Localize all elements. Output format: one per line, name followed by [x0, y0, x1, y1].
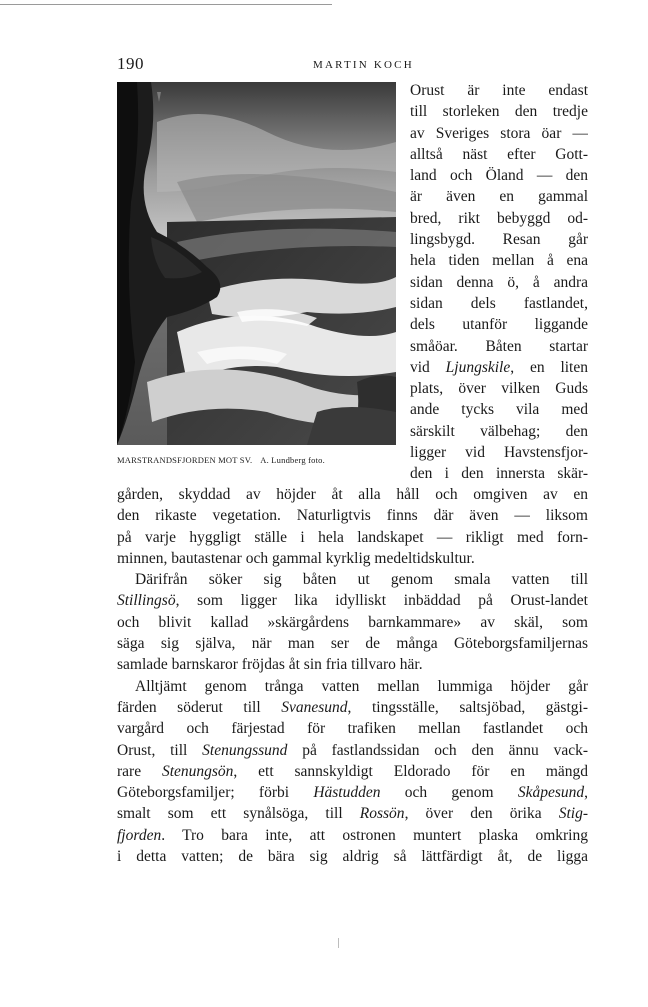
text-run: samlade barnskaror fröjdas åt sin fria tillvaro här.	[117, 656, 423, 674]
text-run: Därifrån söker sig båten ut genom smala vatten till	[135, 571, 588, 589]
text-line	[117, 612, 588, 633]
text-line	[117, 527, 588, 548]
place-name: Svanesund	[281, 698, 348, 716]
text-run: , tingsställe, saltsjöbad, gästgi-	[347, 698, 588, 716]
text-run: Göteborgsfamiljer; förbi	[117, 784, 314, 802]
text-run: smalt som ett synålsöga, till	[117, 805, 360, 823]
place-name: Stenungsön	[161, 762, 234, 780]
page-header	[117, 54, 588, 78]
text-line	[410, 399, 588, 420]
text-line	[410, 336, 588, 357]
text-run: och genom	[380, 784, 518, 802]
text-line	[117, 846, 588, 867]
seascape-illustration	[117, 82, 396, 445]
running-head: MARTIN KOCH	[313, 59, 414, 71]
text-line	[117, 718, 588, 739]
figure-caption	[117, 455, 407, 465]
text-line	[410, 123, 588, 144]
place-name: Skåpesund	[517, 784, 585, 802]
place-name: Stig-	[558, 805, 588, 823]
text-line	[117, 633, 588, 654]
caption-title: MARSTRANDSFJORDEN MOT SV.	[117, 455, 253, 465]
text-line	[410, 314, 588, 335]
photo-credit: A. Lundberg foto.	[260, 455, 325, 465]
text-run: , över den örika	[404, 805, 559, 823]
place-name: Hästudden	[313, 784, 381, 802]
text-run: på fastlandssidan och den ännu vack-	[287, 741, 588, 759]
text-run: vargård och färjestad för trafiken mellan fastlandet och	[117, 720, 588, 738]
text-line	[117, 548, 588, 569]
text-line	[117, 803, 588, 824]
text-line	[117, 782, 588, 803]
text-line	[117, 676, 588, 697]
text-line	[410, 293, 588, 314]
text-line	[410, 421, 588, 442]
text-run: gården, skyddad av höjder åt alla håll och omgiven av en	[117, 486, 588, 503]
text-run: vid	[410, 358, 446, 376]
text-line	[410, 80, 588, 101]
text-run: dels utanför liggande	[410, 316, 588, 334]
text-run: minnen, bautastenar och gammal kyrklig medeltidskultur.	[117, 549, 475, 567]
text-line	[117, 654, 588, 675]
text-run: . Tro bara inte, att ostronen muntert plaska omkring	[161, 826, 588, 844]
text-run: rare	[117, 762, 162, 780]
text-line	[117, 590, 588, 611]
text-run: plats, över vilken Guds	[410, 380, 588, 398]
place-name: Stillingsö	[117, 592, 176, 610]
figure	[117, 82, 402, 472]
text-run: säga sig själva, när man ser de många Göteborgsfamiljernas	[117, 635, 588, 653]
text-run: ,	[584, 784, 588, 802]
text-line	[410, 378, 588, 399]
text-run: Orust är inte endast	[410, 82, 588, 99]
text-line	[117, 484, 588, 505]
text-run: hela tiden mellan å ena	[410, 252, 588, 270]
text-run: är även en gammal	[410, 188, 588, 206]
place-name: Rossön	[359, 805, 405, 823]
place-name: Ljungskile	[445, 358, 511, 376]
text-run: lingsbygd. Resan går	[410, 231, 588, 249]
text-run: på varje hyggligt ställe i hela landskapet — rikligt med forn-	[117, 528, 588, 546]
text-line	[117, 761, 588, 782]
text-run: bred, rikt bebyggd od-	[410, 209, 588, 227]
text-line	[410, 208, 588, 229]
text-run: ligger vid Havstensfjor-	[410, 444, 588, 462]
text-line	[410, 463, 588, 484]
text-run: i detta vatten; de bära sig aldrig så lättfärdigt åt, de ligga	[117, 848, 588, 866]
text-line	[117, 825, 588, 846]
text-run: till storleken den tredje	[410, 103, 588, 121]
text-line	[410, 186, 588, 207]
text-run: sidan dels fastlandet,	[410, 294, 588, 312]
text-line	[410, 442, 588, 463]
text-run: land och Öland — den	[410, 167, 588, 185]
text-run: den i den innersta skär-	[410, 465, 588, 483]
scan-mark	[338, 938, 339, 948]
side-column-text	[410, 80, 588, 485]
body-text	[117, 484, 588, 867]
text-line	[410, 250, 588, 271]
text-line	[410, 165, 588, 186]
page-number: 190	[117, 54, 144, 73]
text-line	[410, 229, 588, 250]
place-name: Stenungssund	[202, 741, 288, 759]
text-run: och blivit kallad »skärgårdens barnkammare» av skäl, som	[117, 613, 588, 631]
text-run: färden söderut till	[117, 698, 282, 716]
text-line	[410, 101, 588, 122]
text-line	[117, 505, 588, 526]
text-run: alltså näst efter Gott-	[410, 145, 588, 163]
text-line	[117, 569, 588, 590]
text-run: särskilt välbehag; den	[410, 422, 588, 440]
text-run: ande tycks vila med	[410, 401, 588, 419]
text-run: Alltjämt genom trånga vatten mellan lummiga höjder går	[135, 677, 588, 695]
text-line	[410, 357, 588, 378]
place-name: fjorden	[117, 826, 162, 844]
seascape-photo	[117, 82, 396, 445]
text-line	[117, 697, 588, 718]
text-run: småöar. Båten startar	[410, 337, 588, 355]
text-run: , ett sannskyldigt Eldorado för en mängd	[233, 762, 588, 780]
text-run: Orust, till	[117, 741, 203, 759]
text-line	[117, 740, 588, 761]
text-run: sidan denna ö, å andra	[410, 273, 588, 291]
scan-edge-line	[0, 4, 332, 5]
text-run: den rikaste vegetation. Naturligtvis finns där även — liksom	[117, 507, 588, 525]
text-line	[410, 144, 588, 165]
text-line	[410, 272, 588, 293]
text-run: , en liten	[510, 358, 588, 376]
text-run: av Sveriges stora öar —	[410, 124, 588, 142]
text-run: , som ligger lika idylliskt inbäddad på Orust-landet	[175, 592, 588, 610]
